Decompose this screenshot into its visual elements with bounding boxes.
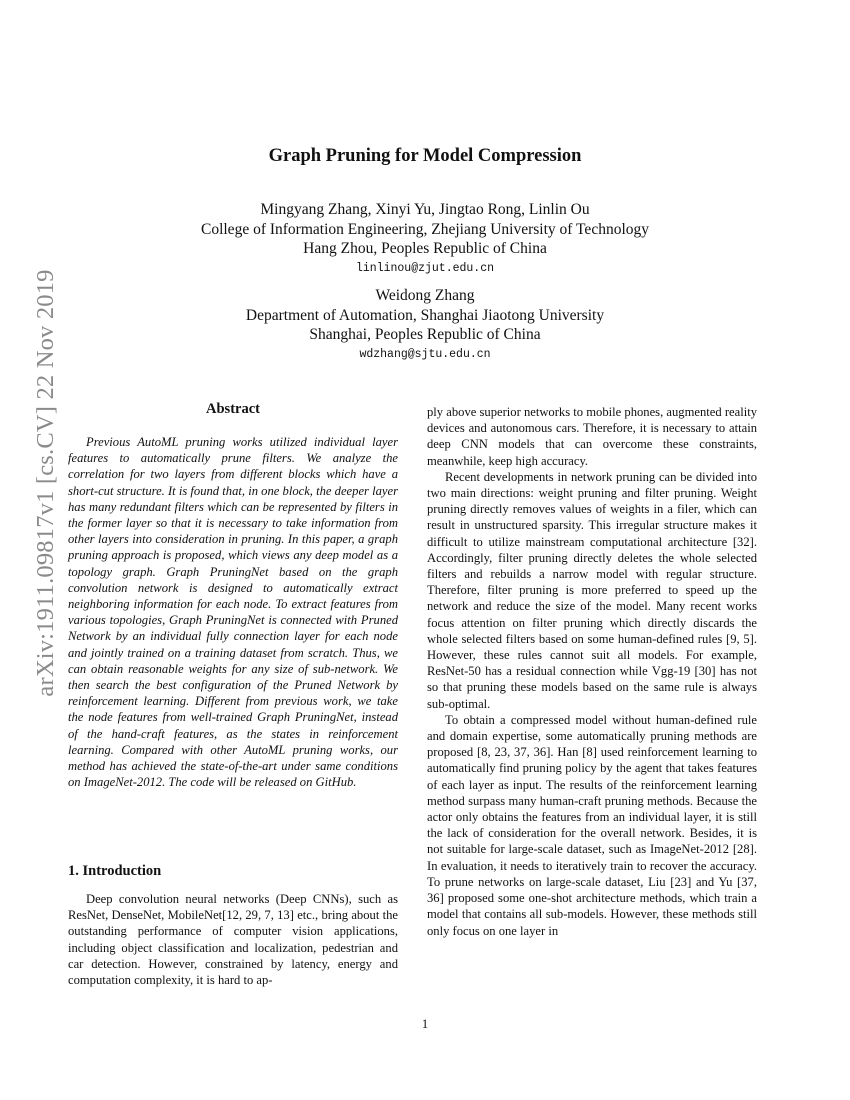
author-block-1 — [0, 200, 850, 278]
author-affiliation: Department of Automation, Shanghai Jiaotong University — [245, 306, 605, 324]
body-paragraph: ply above superior networks to mobile phones, augmented reality devices and autonomous cars. Therefore, it is necessary to attain deep CNN models that can overcome these constraints, meanwhile, keep high accuracy. — [427, 405, 757, 468]
page-number: 1 — [421, 1017, 429, 1031]
author-names: Weidong Zhang — [375, 287, 475, 304]
arxiv-identifier: arXiv:1911.09817v1 [cs.CV] 22 Nov 2019 — [32, 269, 59, 697]
abstract-heading: Abstract — [206, 401, 260, 417]
introduction-right-column — [427, 404, 757, 939]
introduction-left-column — [68, 891, 398, 988]
author-names: Mingyang Zhang, Xinyi Yu, Jingtao Rong, Linlin Ou — [260, 201, 590, 218]
author-affiliation: College of Information Engineering, Zhejiang University of Technology — [200, 220, 650, 238]
paper-title: Graph Pruning for Model Compression — [268, 146, 582, 166]
section-heading-introduction: 1. Introduction — [68, 863, 162, 879]
author-location: Hang Zhou, Peoples Republic of China — [303, 240, 547, 257]
author-block-2 — [0, 286, 850, 364]
author-location: Shanghai, Peoples Republic of China — [309, 326, 541, 343]
body-paragraph: Deep convolution neural networks (Deep CNNs), such as ResNet, DenseNet, MobileNet[12, 29, 7, 13] etc., bring about the outstanding performance of computer vision applications, including object classification and localization, pedestrian and car detection. However, constrained by latency, energy and computation complexity, it is hard to ap- — [68, 892, 398, 988]
abstract-body — [68, 434, 398, 790]
abstract-paragraph: Previous AutoML pruning works utilized individual layer features to automatically prune filters. We analyze the correlation for two layers from different blocks which have a short-cut structure. It is found that, in one block, the deeper layer has many redundant filters which can be represented by filters in the former layer so that it is necessary to take information from other layers into consideration in pruning. In this paper, a graph pruning approach is proposed, which views any deep model as a topology graph. Graph PruningNet based on the graph convolution network is designed to automatically extract neighboring information for each node. To extract features from various topologies, Graph PruningNet is connected with Pruned Network by an individual fully connection layer for each node and jointly trained on a training dataset from scratch. Thus, we can obtain reasonable weights for any size of sub-network. We then search the best configuration of the Pruned Network by reinforcement learning. Different from previous work, we take the node features from well-trained Graph PruningNet, instead of the hand-craft features, as the states in reinforcement learning. Compared with other AutoML pruning works, our method has achieved the state-of-the-art under same conditions on ImageNet-2012. The code will be released on GitHub. — [68, 435, 398, 790]
body-paragraph: To obtain a compressed model without human-defined rule and domain expertise, some automatically pruning methods are proposed [8, 23, 37, 36]. Han [8] used reinforcement learning to automatically find pruning policy by the agent that takes features of each layer as input. The results of the reinforcement learning method surpass many human-craft pruning methods. Because the actor only obtains the features from an individual layer, it is still the lack of consideration for the overall network. Besides, it is not suitable for large-scale dataset, such as ImageNet-2012 [28]. In evaluation, it needs to iteratively train to recover the accuracy. To prune networks on large-scale dataset, Liu [23] and Yu [37, 36] proposed some one-shot architecture methods, which train a model that contains all sub-models. However, these methods still only focus on one layer in — [427, 712, 757, 938]
body-paragraph: Recent developments in network pruning can be divided into two main directions: weight pruning and filter pruning. Weight pruning directly removes values of weights in a filer, which can result in unstructured sparsity. This irregular structure makes it difficult to utilize mainstream computational architecture [32]. Accordingly, filter pruning directly deletes the whole selected filters and rebuilds a narrow model with regular structure. Therefore, filter pruning is more preferred to speed up the network and reduce the size of the model. Many recent works focus attention on filter pruning which directly discards the whole selected filters based on some human-defined rules [9, 5]. However, these rules cannot suit all models. For example, ResNet-50 has a residual connection while Vgg-19 [30] has not so that pruning these models based on the same rule is always sub-optimal. — [427, 469, 757, 711]
author-email: linlinou@zjut.edu.cn — [355, 261, 495, 275]
author-email: wdzhang@sjtu.edu.cn — [359, 347, 491, 361]
